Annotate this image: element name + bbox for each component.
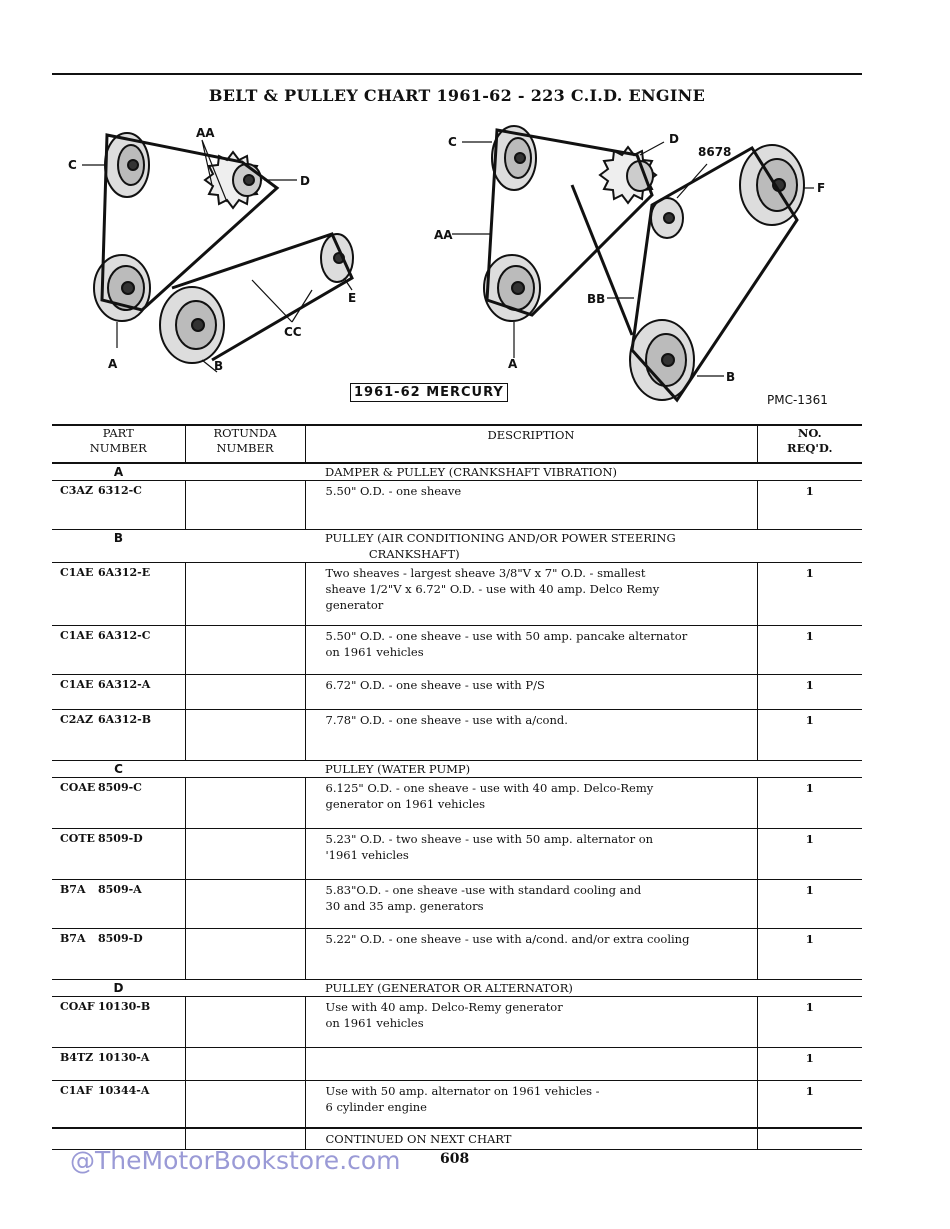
section-row [52,530,862,563]
description-cell: 5.50" O.D. - one sheave - use with 50 amp. pancake alternator on 1961 vehicles [305,626,757,675]
section-letter: A [52,463,185,481]
part-number-cell [52,929,185,980]
description-cell: 7.78" O.D. - one sheave - use with a/cond. [305,710,757,761]
section-row [52,980,862,997]
description-cell: 5.23" O.D. - two sheave - use with 50 amp. alternator on '1961 vehicles [305,829,757,880]
part-prefix: B7A [60,883,86,896]
label-f: F [817,181,826,195]
qty-cell: 1 [757,710,862,761]
part-prefix: B4TZ [60,1051,94,1064]
part-number-cell [52,1081,185,1150]
rotunda-cell [185,710,305,761]
label-b-right: B [726,370,736,384]
part-number-cell [52,778,185,829]
description-cell [305,1048,757,1081]
description-cell: Two sheaves - largest sheave 3/8"V x 7" O.D. - smallest sheave 1/2"V x 6.72" O.D. - use with 40 amp. Delco Remy generator [305,563,757,626]
part-prefix: C2AZ [60,713,93,726]
label-e-left: E [348,291,357,305]
bottom-rule [52,1127,862,1129]
label-bb-right: BB [587,292,606,306]
part-number-cell [52,481,185,530]
rotunda-cell [185,675,305,710]
part-base: 6312-C [98,484,142,497]
rotunda-cell [185,997,305,1048]
part-prefix: COAE [60,781,96,794]
rotunda-cell [185,626,305,675]
section-title: PULLEY (GENERATOR OR ALTERNATOR) [305,980,757,997]
description-cell: 6.125" O.D. - one sheave - use with 40 amp. Delco-Remy generator on 1961 vehicles [305,778,757,829]
table-row [52,929,862,980]
part-base: 8509-A [98,883,142,896]
table-row [52,675,862,710]
label-cc-left: CC [284,325,302,339]
section-letter: B [52,530,185,563]
parts-table [52,424,862,1150]
part-base: 8509-D [98,932,143,945]
table-row [52,626,862,675]
qty-cell: 1 [757,675,862,710]
description-cell: 6.72" O.D. - one sheave - use with P/S [305,675,757,710]
section-title: PULLEY (AIR CONDITIONING AND/OR POWER STEERING CRANKSHAFT) [305,530,757,563]
table-row [52,1081,862,1150]
part-base: 6A312-E [98,566,151,579]
part-base: 6A312-A [98,678,151,691]
description-cell: Use with 50 amp. alternator on 1961 vehicles - 6 cylinder engine CONTINUED ON NEXT CHART [305,1081,757,1150]
part-base: 10130-B [98,1000,151,1013]
part-base: 8509-D [98,832,143,845]
qty-cell: 1 [757,997,862,1048]
table-row [52,481,862,530]
part-base: 8509-C [98,781,142,794]
col-part-number: PART NUMBER [52,425,185,463]
label-d-right: D [669,132,679,146]
diagram-svg [52,110,862,415]
qty-cell: 1 [757,778,862,829]
rotunda-cell [185,1081,305,1150]
table-row [52,710,862,761]
table-row [52,829,862,880]
qty-cell: 1 [757,626,862,675]
description-cell: 5.22" O.D. - one sheave - use with a/cond. and/or extra cooling [305,929,757,980]
right-engine-diagram [484,126,804,400]
rotunda-cell [185,778,305,829]
qty-cell: 1 [757,563,862,626]
part-number-cell [52,880,185,929]
label-8678: 8678 [698,145,732,159]
part-number-cell [52,1048,185,1081]
watermark: @TheMotorBookstore.com [70,1146,401,1175]
part-number-cell [52,675,185,710]
diagram-caption: 1961-62 MERCURY [350,383,508,402]
qty-cell: 1 [757,880,862,929]
section-row [52,761,862,778]
part-base: 10130-A [98,1051,150,1064]
label-c-left: C [68,158,77,172]
col-qty: NO. REQ'D. [757,425,862,463]
table-row [52,1048,862,1081]
part-number-cell [52,563,185,626]
part-prefix: C1AF [60,1084,93,1097]
table-body [52,463,862,1150]
table-header [52,425,862,463]
part-number-cell [52,626,185,675]
label-aa-right: AA [434,228,453,242]
qty-cell: 1 [757,829,862,880]
rotunda-cell [185,1048,305,1081]
label-d-left: D [300,174,310,188]
part-base: 6A312-B [98,713,152,726]
left-engine-diagram [94,133,353,363]
col-description: DESCRIPTION [305,425,757,463]
section-title: PULLEY (WATER PUMP) [305,761,757,778]
description-cell: Use with 40 amp. Delco-Remy generator on 1961 vehicles [305,997,757,1048]
figure-id: PMC-1361 [767,393,828,407]
part-prefix: B7A [60,932,86,945]
section-letter: D [52,980,185,997]
table-row [52,880,862,929]
description-cell: 5.50" O.D. - one sheave [305,481,757,530]
qty-cell: 1 [757,1048,862,1081]
belt-pulley-diagram [52,110,862,415]
section-letter: C [52,761,185,778]
label-c-right: C [448,135,457,149]
part-prefix: C3AZ [60,484,93,497]
rotunda-cell [185,481,305,530]
rotunda-cell [185,563,305,626]
table-row [52,563,862,626]
rotunda-cell [185,929,305,980]
label-b-left: B [214,359,224,373]
section-title: DAMPER & PULLEY (CRANKSHAFT VIBRATION) [305,463,757,481]
part-prefix: C1AE [60,678,94,691]
label-a-right: A [508,357,518,371]
section-row [52,463,862,481]
label-a-left: A [108,357,118,371]
col-rotunda-number: ROTUNDA NUMBER [185,425,305,463]
part-prefix: COAF [60,1000,95,1013]
part-prefix: C1AE [60,566,94,579]
page-title: BELT & PULLEY CHART 1961-62 - 223 C.I.D. ENGINE [208,86,706,105]
label-aa-left: AA [196,126,215,140]
top-rule [52,73,862,75]
part-number-cell [52,829,185,880]
page-number: 608 [440,1151,470,1167]
rotunda-cell [185,880,305,929]
qty-cell: 1 [757,1081,862,1150]
qty-cell: 1 [757,481,862,530]
part-number-cell [52,710,185,761]
rotunda-cell [185,829,305,880]
table-row [52,997,862,1048]
description-cell: 5.83"O.D. - one sheave -use with standard cooling and 30 and 35 amp. generators [305,880,757,929]
table-row [52,778,862,829]
part-prefix: COTE [60,832,95,845]
part-number-cell [52,997,185,1048]
part-prefix: C1AE [60,629,94,642]
part-base: 10344-A [98,1084,150,1097]
qty-cell: 1 [757,929,862,980]
part-base: 6A312-C [98,629,151,642]
